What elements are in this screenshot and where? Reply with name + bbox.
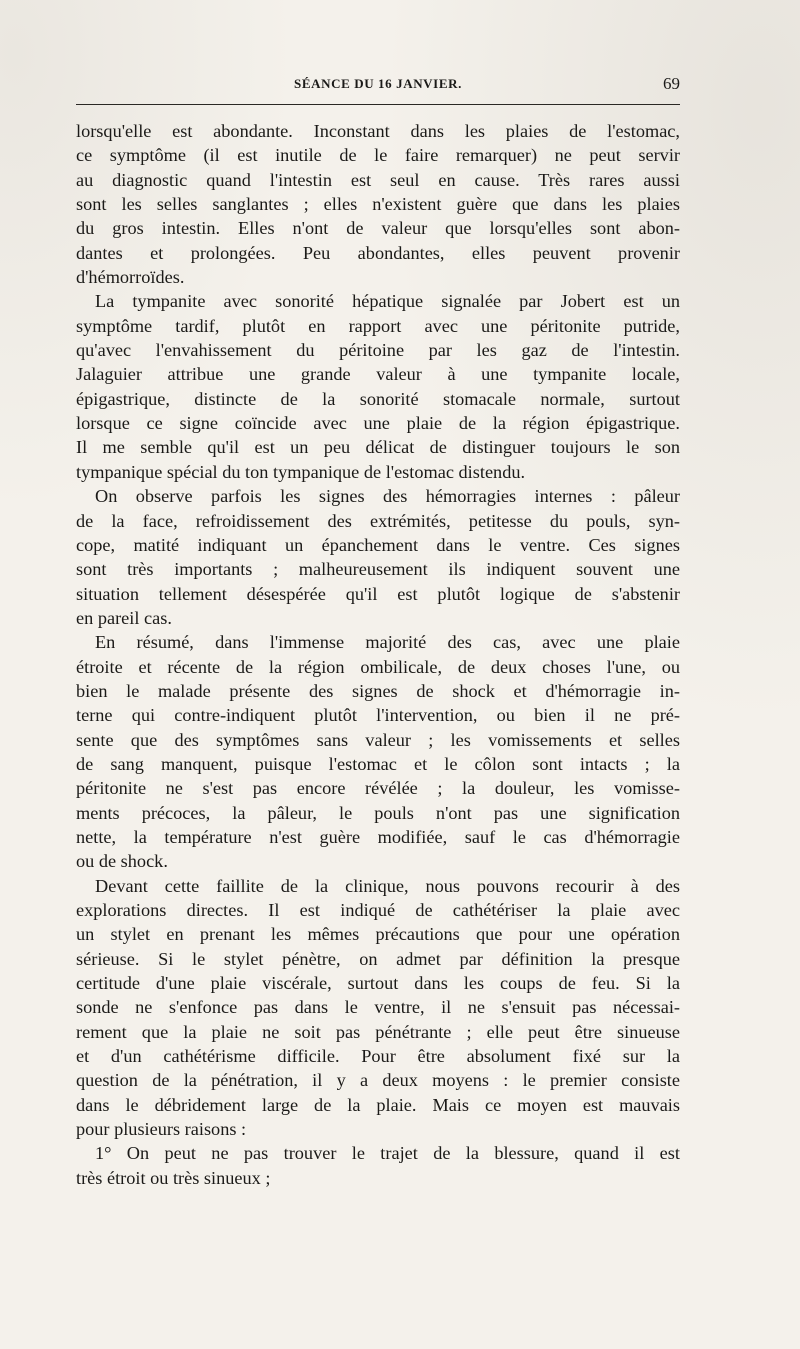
text-line: rement que la plaie ne soit pas pénétrante ; elle peut être sinueuse (76, 1021, 680, 1042)
text-line: La tympanite avec sonorité hépatique signalée par Jobert est un (95, 291, 680, 312)
text-line: pour plusieurs raisons : (76, 1119, 247, 1140)
text-line: Il me semble qu'il est un peu délicat de distinguer toujours le son (76, 437, 680, 458)
body-text (76, 119, 680, 1190)
text-line: symptôme tardif, plutôt en rapport avec une péritonite putride, (76, 315, 680, 336)
text-line: terne qui contre-indiquent plutôt l'intervention, ou bien il ne pré- (76, 705, 680, 726)
text-line: sérieuse. Si le stylet pénètre, on admet par définition la presque (76, 948, 680, 969)
text-line: bien le malade présente des signes de shock et d'hémorragie in- (76, 680, 680, 701)
running-head: SÉANCE DU 16 JANVIER. (294, 76, 462, 91)
text-line: étroite et récente de la région ombilicale, de deux choses l'une, ou (76, 656, 680, 677)
text-line: du gros intestin. Elles n'ont de valeur que lorsqu'elles sont abon- (76, 218, 680, 239)
text-line: certitude d'une plaie viscérale, surtout dans les coups de feu. Si la (76, 973, 680, 994)
text-line: péritonite ne s'est pas encore révélée ; la douleur, les vomisse- (76, 778, 680, 799)
text-line: dantes et prolongées. Peu abondantes, elles peuvent provenir (76, 242, 680, 263)
text-line: ce symptôme (il est inutile de le faire remarquer) ne peut servir (76, 145, 680, 166)
text-line: épigastrique, distincte de la sonorité stomacale normale, surtout (76, 388, 680, 409)
text-line: qu'avec l'envahissement du péritoine par les gaz de l'intestin. (76, 340, 680, 361)
text-line: cope, matité indiquant un épanchement dans le ventre. Ces signes (76, 534, 680, 555)
text-line: situation tellement désespérée qu'il est plutôt logique de s'abstenir (76, 583, 680, 604)
text-line: Jalaguier attribue une grande valeur à une tympanite locale, (76, 364, 680, 385)
text-line: ou de shock. (76, 851, 168, 872)
page-number: 69 (663, 74, 680, 93)
page-header (76, 74, 680, 98)
text-line: nette, la température n'est guère modifiée, sauf le cas d'hémorragie (76, 826, 680, 847)
text-line: de la face, refroidissement des extrémités, petitesse du pouls, syn- (76, 510, 680, 531)
text-line: explorations directes. Il est indiqué de cathétériser la plaie avec (76, 900, 680, 920)
text-line: en pareil cas. (76, 607, 172, 628)
text-line: lorsque ce signe coïncide avec une plaie de la région épigastrique. (76, 413, 680, 434)
text-line: d'hémorroïdes. (76, 267, 185, 288)
text-line: tympanique spécial du ton tympanique de l'estomac distendu. (76, 461, 526, 482)
text-line: sonde ne s'enfonce pas dans le ventre, il ne s'ensuit pas nécessai- (76, 997, 680, 1018)
text-line: On observe parfois les signes des hémorragies internes : pâleur (95, 486, 680, 507)
text-line: sente que des symptômes sans valeur ; les vomissements et selles (76, 729, 680, 750)
text-line: lorsqu'elle est abondante. Inconstant dans les plaies de l'estomac, (76, 121, 680, 141)
text-line: au diagnostic quand l'intestin est seul en cause. Très rares aussi (76, 169, 680, 190)
text-line: Devant cette faillite de la clinique, nous pouvons recourir à des (95, 875, 680, 896)
text-line: question de la pénétration, il y a deux moyens : le premier consiste (76, 1070, 680, 1091)
text-line: 1° On peut ne pas trouver le trajet de la blessure, quand il est (95, 1143, 680, 1164)
text-line: ments précoces, la pâleur, le pouls n'ont pas une signification (76, 802, 680, 823)
text-line: En résumé, dans l'immense majorité des cas, avec une plaie (95, 632, 680, 653)
text-line: de sang manquent, puisque l'estomac et le côlon sont intacts ; la (76, 753, 680, 774)
text-line: dans le débridement large de la plaie. Mais ce moyen est mauvais (76, 1094, 680, 1115)
text-line: un stylet en prenant les mêmes précautions que pour une opération (76, 924, 680, 945)
text-line: et d'un cathétérisme difficile. Pour être absolument fixé sur la (76, 1046, 680, 1067)
text-line: très étroit ou très sinueux ; (76, 1167, 271, 1188)
text-line: sont les selles sanglantes ; elles n'existent guère que dans les plaies (76, 194, 680, 215)
header-rule (76, 104, 680, 105)
text-line: sont très importants ; malheureusement ils indiquent souvent une (76, 559, 680, 580)
